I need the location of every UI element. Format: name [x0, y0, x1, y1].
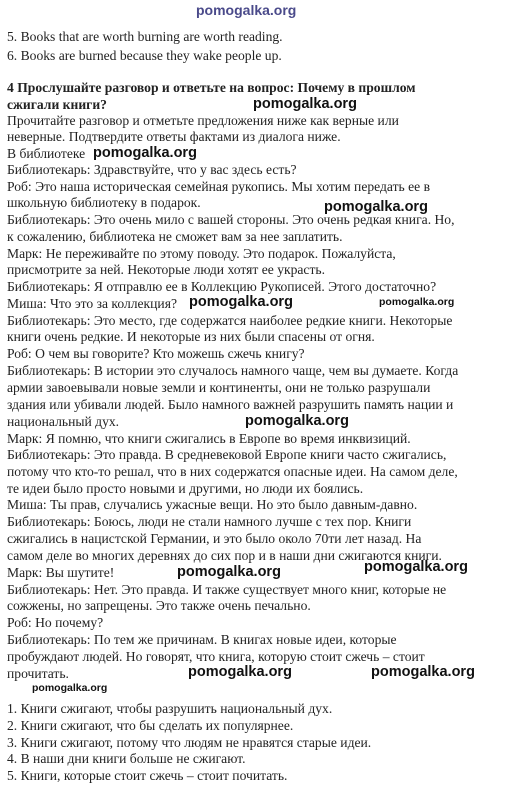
task-instruction-line1: Прочитайте разговор и отметьте предложения ниже как верные или [7, 113, 399, 128]
dialogue-line: Библиотекарь: Здравствуйте, что у вас здесь есть? [7, 162, 297, 177]
watermark: pomogalka.org [177, 564, 281, 580]
dialogue-line: Библиотекарь: Это место, где содержатся наиболее редкие книги. Некоторые [7, 313, 453, 328]
statement-item: 2. Книги сжигают, что бы сделать их популярнее. [7, 718, 294, 733]
dialogue-line: Марк: Вы шутите! [7, 565, 115, 580]
dialogue-line: национальный дух. [7, 414, 120, 429]
top-line-5: 5. Books that are worth burning are worth reading. [7, 29, 283, 44]
statement-item: 1. Книги сжигают, чтобы разрушить национальный дух. [7, 701, 333, 716]
dialogue-line: потому что кто-то решал, что в них содержатся опасные идеи. На самом деле, [7, 464, 458, 479]
statement-item: 5. Книги, которые стоит сжечь – стоит почитать. [7, 768, 288, 783]
watermark: pomogalka.org [253, 96, 357, 112]
dialogue-line: Библиотекарь: Это очень мило с вашей стороны. Это очень редкая книга. Но, [7, 212, 455, 227]
statement-item: 3. Книги сжигают, потому что людям не нравятся старые идеи. [7, 735, 372, 750]
statement-item: 4. В наши дни книги больше не сжигают. [7, 751, 246, 766]
task-instruction-line2: неверные. Подтвердите ответы фактами из диалога ниже. [7, 129, 341, 144]
dialogue-line: Миша: Что это за коллекция? [7, 296, 177, 311]
dialogue-line: Роб: О чем вы говорите? Кто можешь сжечь книгу? [7, 346, 305, 361]
scene-title: В библиотеке [7, 146, 86, 161]
dialogue-line: Марк: Я помню, что книги сжигались в Европе во время инквизиций. [7, 431, 411, 446]
watermark-small: pomogalka.org [32, 682, 108, 694]
dialogue-line: пробуждают людей. Но говорят, что книга, которую стоит сжечь – стоит [7, 649, 425, 664]
dialogue-line: школьную библиотеку в подарок. [7, 195, 201, 210]
dialogue-line: самом деле во многих деревнях до сих пор и в наши дни сжигаются книги. [7, 548, 442, 563]
dialogue-line: к сожалению, библиотека не сможет вам за нее заплатить. [7, 229, 343, 244]
task-heading-line1: 4 Прослушайте разговор и ответьте на вопрос: Почему в прошлом [7, 80, 416, 95]
dialogue-line: Библиотекарь: Это правда. В средневековой Европе книги часто сжигались, [7, 447, 447, 462]
dialogue-line: прочитать. [7, 666, 69, 681]
dialogue-line: Библиотекарь: Боюсь, люди не стали намного лучше с тех пор. Книги [7, 514, 412, 529]
dialogue-line: Библиотекарь: В истории это случалось намного чаще, чем вы думаете. Когда [7, 363, 459, 378]
watermark: pomogalka.org [245, 413, 349, 429]
dialogue-line: Роб: Но почему? [7, 615, 104, 630]
dialogue-line: Роб: Это наша историческая семейная рукопись. Мы хотим передать ее в [7, 179, 431, 194]
dialogue-line: сожжены, но запрещены. Это также очень печально. [7, 598, 311, 613]
dialogue-line: сжигались в нацистской Германии, и это было около 70ти лет назад. На [7, 531, 422, 546]
watermark: pomogalka.org [188, 664, 292, 680]
dialogue-line: книги очень редкие. И некоторые из них были спасены от огня. [7, 329, 375, 344]
watermark: pomogalka.org [93, 145, 197, 161]
watermark: pomogalka.org [189, 294, 293, 310]
watermark: pomogalka.org [324, 199, 428, 215]
dialogue-line: Марк: Не переживайте по этому поводу. Это подарок. Пожалуйста, [7, 246, 396, 261]
dialogue-line: присмотрите за ней. Некоторые люди хотят ее украсть. [7, 262, 325, 277]
top-line-6: 6. Books are burned because they wake people up. [7, 48, 282, 63]
dialogue-line: здания или убивали людей. Было намного важней разрушить память нации и [7, 397, 454, 412]
watermark: pomogalka.org [364, 559, 468, 575]
dialogue-line: Библиотекарь: Я отправлю ее в Коллекцию Рукописей. Этого достаточно? [7, 279, 437, 294]
dialogue-line: Библиотекарь: По тем же причинам. В книгах новые идеи, которые [7, 632, 397, 647]
watermark-small: pomogalka.org [379, 296, 455, 308]
dialogue-line: армии завоевывали новые земли и континенты, они не только разрушали [7, 380, 431, 395]
dialogue-line: Миша: Ты прав, случались ужасные вещи. Но это было давным-давно. [7, 497, 418, 512]
watermark: pomogalka.org [371, 664, 475, 680]
dialogue-line: те идеи было просто новыми и другими, но люди их боялись. [7, 481, 364, 496]
dialogue-line: Библиотекарь: Нет. Это правда. И также существует много книг, которые не [7, 582, 447, 597]
watermark-top: pomogalka.org [196, 2, 297, 18]
task-heading-line2: сжигали книги? [7, 97, 107, 112]
